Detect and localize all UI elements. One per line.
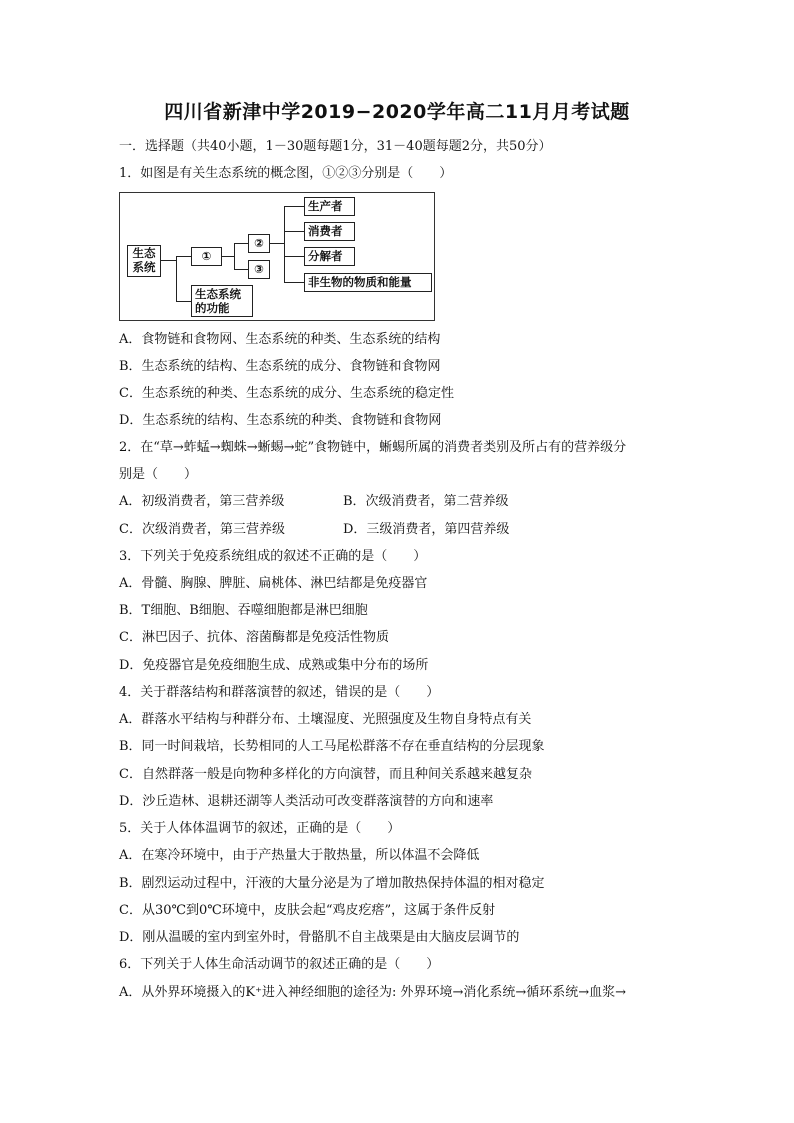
question-1-option-c: C．生态系统的种类、生态系统的成分、生态系统的稳定性 <box>119 386 454 401</box>
question-4-option-d: D．沙丘造林、退耕还湖等人类活动可改变群落演替的方向和速率 <box>119 794 494 809</box>
diagram-root-label: 生态 <box>132 246 156 260</box>
question-6-stem: 6．下列关于人体生命活动调节的叙述正确的是（ ） <box>119 957 440 972</box>
question-2-option-d: D．三级消费者，第四营养级 <box>343 522 510 537</box>
diagram-function-box <box>191 285 253 317</box>
question-5-stem: 5．关于人体体温调节的叙述，正确的是（ ） <box>119 821 401 836</box>
question-5-option-d: D．刚从温暖的室内到室外时，骨骼肌不自主战栗是由大脑皮层调节的 <box>119 930 520 945</box>
connector-line <box>234 243 235 269</box>
question-1-option-a: A．食物链和食物网、生态系统的种类、生态系统的结构 <box>119 332 441 347</box>
question-2-option-c: C．次级消费者，第三营养级 <box>119 522 285 537</box>
question-5-option-a: A．在寒冷环境中，由于产热量大于散热量，所以体温不会降低 <box>119 848 480 863</box>
question-3-option-a: A．骨髓、胸腺、脾脏、扁桃体、淋巴结都是免疫器官 <box>119 576 428 591</box>
diagram-node-3: ③ <box>248 260 270 279</box>
connector-line <box>284 206 285 282</box>
connector-line <box>234 269 248 270</box>
connector-line <box>284 206 304 207</box>
question-2-option-a: A．初级消费者，第三营养级 <box>119 494 285 509</box>
question-4-stem: 4．关于群落结构和群落演替的叙述，错误的是（ ） <box>119 685 440 700</box>
ecosystem-concept-diagram <box>119 192 435 321</box>
diagram-node-1: ① <box>191 247 222 266</box>
diagram-leaf-producer: 生产者 <box>304 197 355 216</box>
diagram-leaf-consumer: 消费者 <box>304 222 355 241</box>
connector-line <box>176 256 191 257</box>
connector-line <box>270 243 284 244</box>
connector-line <box>284 231 304 232</box>
connector-line <box>234 243 248 244</box>
diagram-leaf-decomposer: 分解者 <box>304 247 355 266</box>
question-1-option-b: B．生态系统的结构、生态系统的成分、食物链和食物网 <box>119 359 441 374</box>
question-5-option-c: C．从30℃到0℃环境中，皮肤会起“鸡皮疙瘩”，这属于条件反射 <box>119 903 496 918</box>
question-4-option-b: B．同一时间栽培，长势相同的人工马尾松群落不存在垂直结构的分层现象 <box>119 739 545 754</box>
diagram-leaf-abiotic: 非生物的物质和能量 <box>304 273 432 292</box>
connector-line <box>222 256 234 257</box>
question-1-stem: 1．如图是有关生态系统的概念图，①②③分别是（ ） <box>119 166 453 181</box>
question-2-stem: 2．在“草→蚱蜢→蜘蛛→蜥蜴→蛇”食物链中，蜥蜴所属的消费者类别及所占有的营养级分 <box>119 440 627 455</box>
section-header: 一．选择题（共40小题，1－30题每题1分，31－40题每题2分，共50分） <box>119 139 552 154</box>
connector-line <box>176 256 177 302</box>
question-4-option-a: A．群落水平结构与种群分布、土壤湿度、光照强度及生物自身特点有关 <box>119 712 532 727</box>
diagram-root-box <box>127 245 161 277</box>
question-2-stem-continued: 别是（ ） <box>119 467 198 482</box>
diagram-function-label: 生态系统 <box>195 287 241 301</box>
question-2-options-row-1 <box>119 493 284 511</box>
diagram-root-label: 系统 <box>132 260 156 274</box>
connector-line <box>284 256 304 257</box>
question-2-option-b: B．次级消费者，第二营养级 <box>343 494 509 509</box>
question-3-option-b: B．T细胞、B细胞、吞噬细胞都是淋巴细胞 <box>119 603 368 618</box>
question-6-option-a: A．从外界环境摄入的K⁺进入神经细胞的途径为: 外界环境→消化系统→循环系统→血浆→ <box>119 985 627 1000</box>
connector-line <box>284 282 304 283</box>
connector-line <box>176 301 191 302</box>
question-2-options-row-2 <box>119 521 285 539</box>
question-4-option-c: C．自然群落一般是向物种多样化的方向演替，而且种间关系越来越复杂 <box>119 767 532 782</box>
question-3-stem: 3．下列关于免疫系统组成的叙述不正确的是（ ） <box>119 549 427 564</box>
diagram-node-2: ② <box>248 234 270 253</box>
question-3-option-d: D．免疫器官是免疫细胞生成、成熟或集中分布的场所 <box>119 658 429 673</box>
connector-line <box>161 260 176 261</box>
diagram-function-label: 的功能 <box>195 301 230 315</box>
question-3-option-c: C．淋巴因子、抗体、溶菌酶都是免疫活性物质 <box>119 630 389 645</box>
question-5-option-b: B．剧烈运动过程中，汗液的大量分泌是为了增加散热保持体温的相对稳定 <box>119 876 545 891</box>
page-title: 四川省新津中学2019−2020学年高二11月月考试题 <box>164 101 630 123</box>
question-1-option-d: D．生态系统的结构、生态系统的种类、食物链和食物网 <box>119 413 442 428</box>
